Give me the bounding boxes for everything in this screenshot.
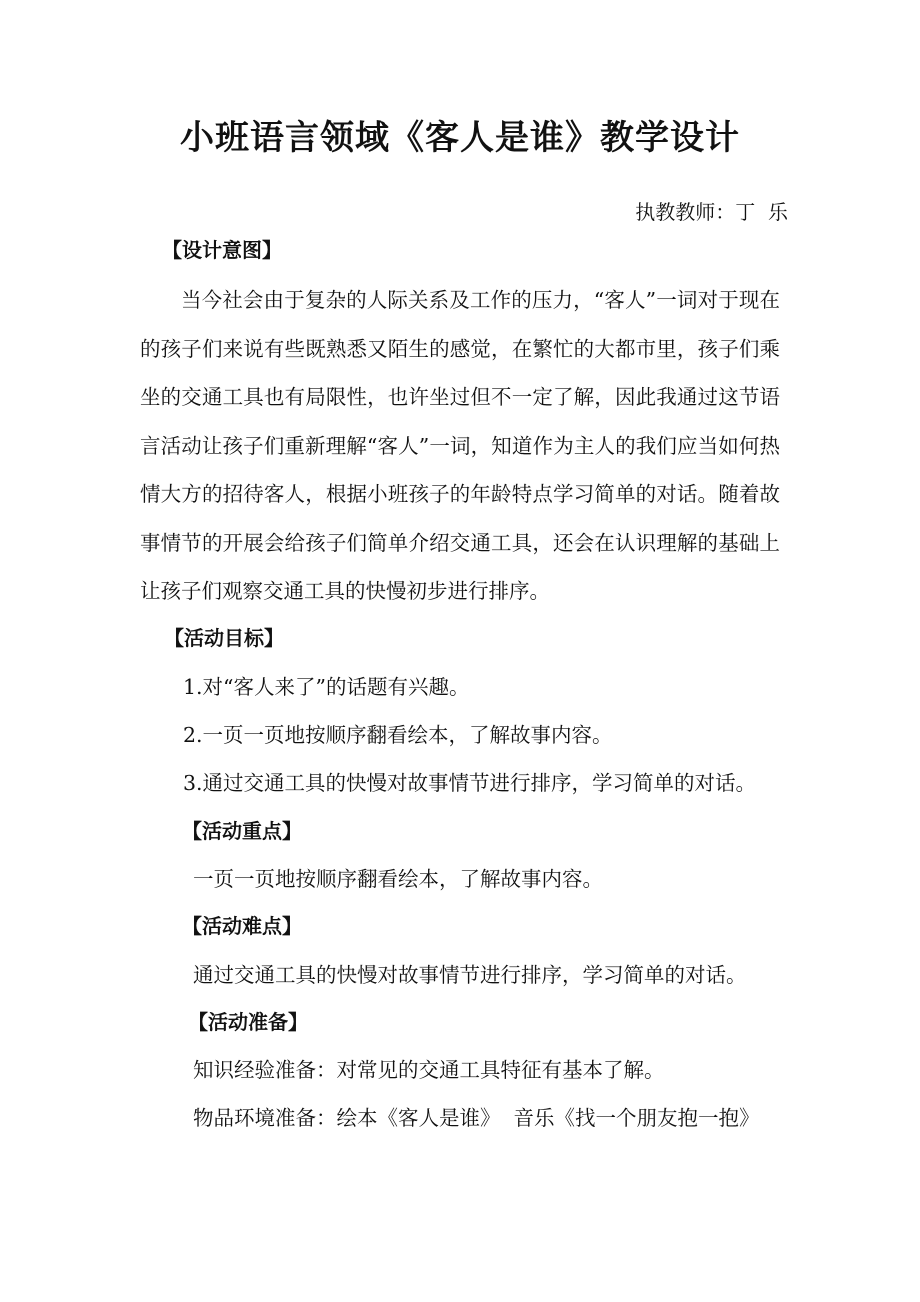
key-point-text: 一页一页地按顺序翻看绘本，了解故事内容。	[193, 867, 603, 891]
goal-item-2: 2.一页一页地按顺序翻看绘本，了解故事内容。	[183, 723, 613, 747]
preparation-materials: 物品环境准备：绘本《客人是谁》 音乐《找一个朋友抱一抱》	[193, 1106, 760, 1130]
preparation-knowledge: 知识经验准备：对常见的交通工具特征有基本了解。	[193, 1058, 665, 1082]
author-line: 执教教师：丁 乐	[635, 200, 788, 224]
document-title: 小班语言领域《客人是谁》教学设计	[180, 118, 740, 158]
key-point-heading: 【活动重点】	[182, 819, 302, 843]
design-intent-heading: 【设计意图】	[162, 238, 282, 262]
goal-item-1: 1.对“客人来了”的话题有兴趣。	[183, 675, 470, 699]
goal-item-3: 3.通过交通工具的快慢对故事情节进行排序，学习简单的对话。	[183, 771, 757, 795]
goals-heading: 【活动目标】	[164, 626, 284, 650]
difficulty-heading: 【活动难点】	[182, 914, 302, 938]
difficulty-text: 通过交通工具的快慢对故事情节进行排序，学习简单的对话。	[193, 963, 747, 987]
preparation-heading: 【活动准备】	[188, 1010, 308, 1034]
design-intent-paragraph: 当今社会由于复杂的人际关系及工作的压力，“客人”一词对于现在的孩子们来说有些既熟悉又陌生的感觉，在繁忙的大都市里，孩子们乘坐的交通工具也有局限性，也许坐过但不一定了解，因此我通过这节语言活动让孩子们重新理解“客人”一词，知道作为主人的我们应当如何热情大方的招待客人，根据小班孩子的年龄特点学习简单的对话。随着故事情节的开展会给孩子们简单介绍交通工具，还会在认识理解的基础上让孩子们观察交通工具的快慢初步进行排序。	[140, 288, 780, 603]
